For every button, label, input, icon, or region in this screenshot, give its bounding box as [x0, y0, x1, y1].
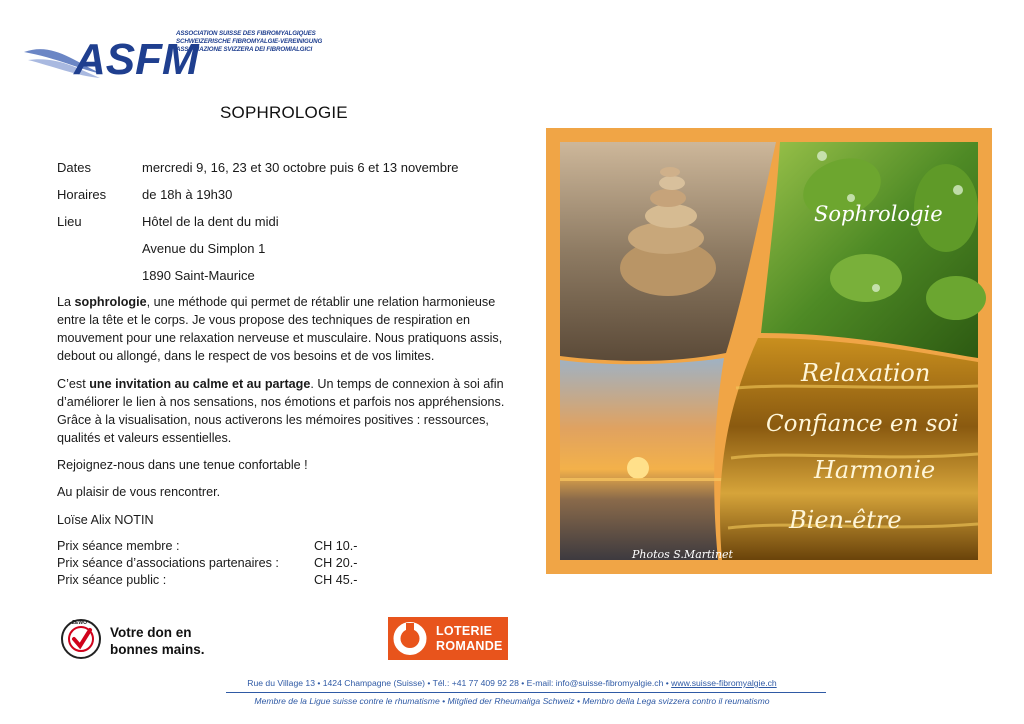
zewo-slogan: Votre don en bonnes mains.: [110, 625, 205, 657]
invitation-paragraph: C’est une invitation au calme et au partage. Un temps de connexion à soi afin d’améliorer le lien à nos sensations, nos émotions et parfois nos appréhensions. Grâce à la visualisation, nous activerons les mémoires positives : ressources, qualités et valeurs essentielles.: [57, 377, 505, 445]
place-row-3: [57, 268, 255, 283]
invitation-bold: une invitation au calme et au partage: [89, 377, 311, 391]
poster-title: Sophrologie: [814, 202, 943, 226]
org-name-it: ASSOCIAZIONE SVIZZERA DEI FIBROMIALGICI: [176, 46, 313, 53]
photo-credit: Photos S.Martinet: [632, 548, 733, 561]
signature: Loïse Alix NOTIN: [57, 513, 154, 527]
org-name-fr: ASSOCIATION SUISSE DES FIBROMYALGIQUES: [176, 30, 316, 37]
org-names: [176, 30, 323, 54]
intro-paragraph: La sophrologie, une méthode qui permet de rétablir une relation harmonieuse entre la tête et le corps. Je vous propose des techniques de respiration en mouvement pour une relaxation nerveuse et musculaire. Nous pratiquons assis, debout ou allongé, dans le respect de vos besoins et de vos limites.: [57, 295, 503, 363]
zewo-seal: [60, 616, 102, 662]
poster-word: Confiance en soi: [766, 411, 959, 437]
price-label: Prix séance public :: [57, 573, 167, 587]
dates-label: Dates: [57, 160, 91, 175]
outfit-paragraph: Rejoignez-nous dans une tenue confortable !: [57, 458, 308, 472]
poster-collage: [546, 128, 992, 574]
price-value: CH 45.-: [314, 573, 358, 587]
price-value: CH 20.-: [314, 556, 358, 570]
price-label: Prix séance d’associations partenaires :: [57, 556, 279, 570]
sophrologie-bold: sophrologie: [74, 295, 147, 309]
svg-text:ZEWO: ZEWO: [72, 620, 87, 626]
contact-details: Rue du Village 13 • 1424 Champagne (Suisse) • Tél.: +41 77 409 92 28 • E-mail: info@suisse-fibromyalgie.ch •: [247, 678, 672, 688]
sophrologie-poster: [546, 128, 992, 574]
place-row-2: [57, 241, 265, 256]
loterie-ring-icon: [388, 617, 432, 660]
dates-row: [57, 160, 459, 175]
poster-word: Relaxation: [801, 359, 931, 387]
website-link[interactable]: www.suisse-fibromyalgie.ch: [671, 678, 777, 688]
hours-label: Horaires: [57, 187, 107, 202]
closing-paragraph: Au plaisir de vous rencontrer.: [57, 485, 221, 499]
zewo-checkmark-icon: [60, 616, 102, 662]
contact-footer: [0, 678, 1024, 688]
price-label: Prix séance membre :: [57, 539, 180, 553]
poster-word: Harmonie: [814, 456, 936, 484]
price-value: CH 10.-: [314, 539, 358, 553]
place-line-2: Avenue du Simplon 1: [142, 241, 266, 256]
price-row-partners: [57, 556, 358, 570]
hours-row: [57, 187, 232, 202]
hours-value: de 18h à 19h30: [142, 187, 233, 202]
svg-text:ASFM: ASFM: [74, 35, 199, 84]
place-row: [57, 214, 279, 229]
membership-footer: Membre de la Ligue suisse contre le rhumatisme • Mitglied der Rheumaliga Schweiz • Membro della Lega svizzera contro il reumatismo: [254, 696, 770, 706]
dates-value: mercredi 9, 16, 23 et 30 octobre puis 6 et 13 novembre: [142, 160, 459, 175]
place-line-3: 1890 Saint-Maurice: [142, 268, 255, 283]
page-title: SOPHROLOGIE: [220, 103, 348, 122]
org-name-de: SCHWEIZERISCHE FIBROMYALGIE-VEREINIGUNG: [176, 38, 323, 45]
place-label: Lieu: [57, 214, 82, 229]
footer-divider: [226, 692, 826, 693]
price-row-member: [57, 539, 358, 553]
loterie-text: LOTERIE ROMANDE: [436, 624, 503, 653]
poster-word: Bien-être: [789, 506, 902, 534]
price-row-public: [57, 573, 358, 587]
place-line-1: Hôtel de la dent du midi: [142, 214, 279, 229]
